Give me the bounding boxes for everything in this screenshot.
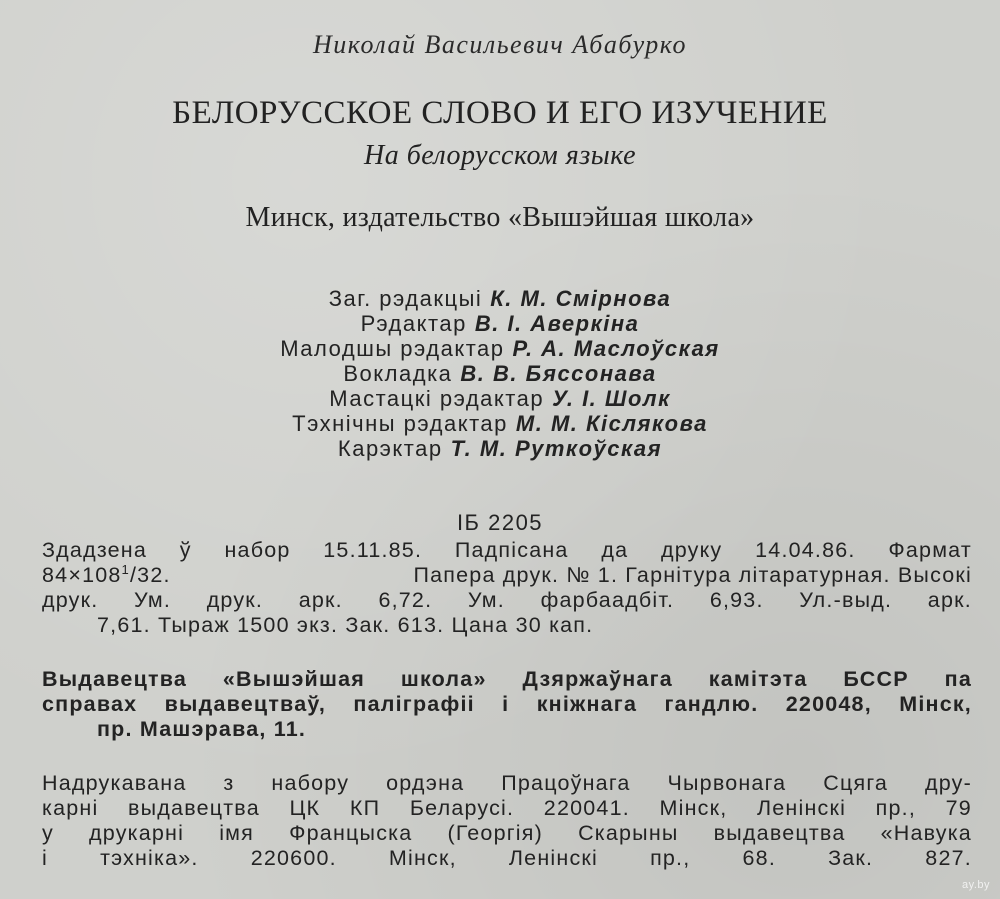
ib-number: ІБ 2205 (456, 510, 544, 535)
credit-name: У. І. Шолк (552, 386, 671, 411)
credit-line (0, 336, 1000, 361)
publisher-line: Минск, издательство «Вышэйшая школа» (245, 202, 755, 233)
credits-list (0, 286, 1000, 461)
publisher-info (42, 667, 972, 742)
printing-info-line: і тэхніка». 220600. Мінск, Ленінскі пр., 68. Зак. 827. (42, 846, 972, 870)
credit-name: В. І. Аверкіна (474, 311, 640, 336)
publisher-info-line: справах выдавецтваў, паліграфіі і кніжнага гандлю. 220048, Мінск, (42, 692, 972, 716)
print-details-line: Здадзена ў набор 15.11.85. Падпісана да друку 14.04.86. Фармат (42, 538, 972, 562)
print-details (42, 538, 972, 638)
credit-line (0, 436, 1000, 461)
credit-role: Тэхнічны рэдактар (292, 411, 508, 436)
print-details-line (42, 563, 972, 588)
print-details-line: 7,61. Тыраж 1500 экз. Зак. 613. Цана 30 кап. (97, 613, 594, 637)
printing-info (42, 771, 972, 871)
print-details-line: друк. Ум. друк. арк. 6,72. Ум. фарбаадбіт. 6,93. Ул.-выд. арк. (42, 588, 972, 612)
credit-name: Р. А. Маслоўская (512, 336, 720, 361)
publisher-info-line: Выдавецтва «Вышэйшая школа» Дзяржаўнага камітэта БССР па (42, 667, 972, 691)
printing-info-line: у друкарні імя Францыска (Георгія) Скарыны выдавецтва «Навука (42, 821, 972, 845)
credit-line (0, 286, 1000, 311)
credit-role: Рэдактар (360, 311, 467, 336)
printing-info-line: карні выдавецтва ЦК КП Беларусі. 220041. Мінск, Ленінскі пр., 79 (42, 796, 972, 820)
credit-line (0, 386, 1000, 411)
printing-info-line: Надрукавана з набору ордэна Працоўнага Чырвонага Сцяга дру- (42, 771, 972, 795)
author-name: Николай Васильевич Абабурко (313, 30, 687, 59)
credit-name: М. М. Кіслякова (515, 411, 708, 436)
credit-line (0, 411, 1000, 436)
credit-role: Карэктар (337, 436, 443, 461)
credit-role: Мастацкі рэдактар (329, 386, 545, 411)
credit-line (0, 361, 1000, 386)
book-title: БЕЛОРУССКОЕ СЛОВО И ЕГО ИЗУЧЕНИЕ (172, 95, 828, 131)
credit-role: Вокладка (343, 361, 453, 386)
credit-name: Т. М. Руткоўская (450, 436, 663, 461)
credit-role: Заг. рэдакцыі (328, 286, 483, 311)
credit-role: Малодшы рэдактар (280, 336, 505, 361)
publisher-info-line: пр. Машэрава, 11. (97, 717, 307, 741)
credit-name: В. В. Бяссонава (460, 361, 657, 386)
language-note: На белорусском языке (363, 140, 637, 171)
format-value: $84\times 108^1/32$. (42, 561, 171, 587)
credit-line (0, 311, 1000, 336)
credit-name: К. М. Смірнова (490, 286, 672, 311)
paper-and-font: Папера друк. № 1. Гарнітура літаратурная. Высокі (413, 563, 972, 587)
site-watermark: ay.by (962, 879, 990, 891)
